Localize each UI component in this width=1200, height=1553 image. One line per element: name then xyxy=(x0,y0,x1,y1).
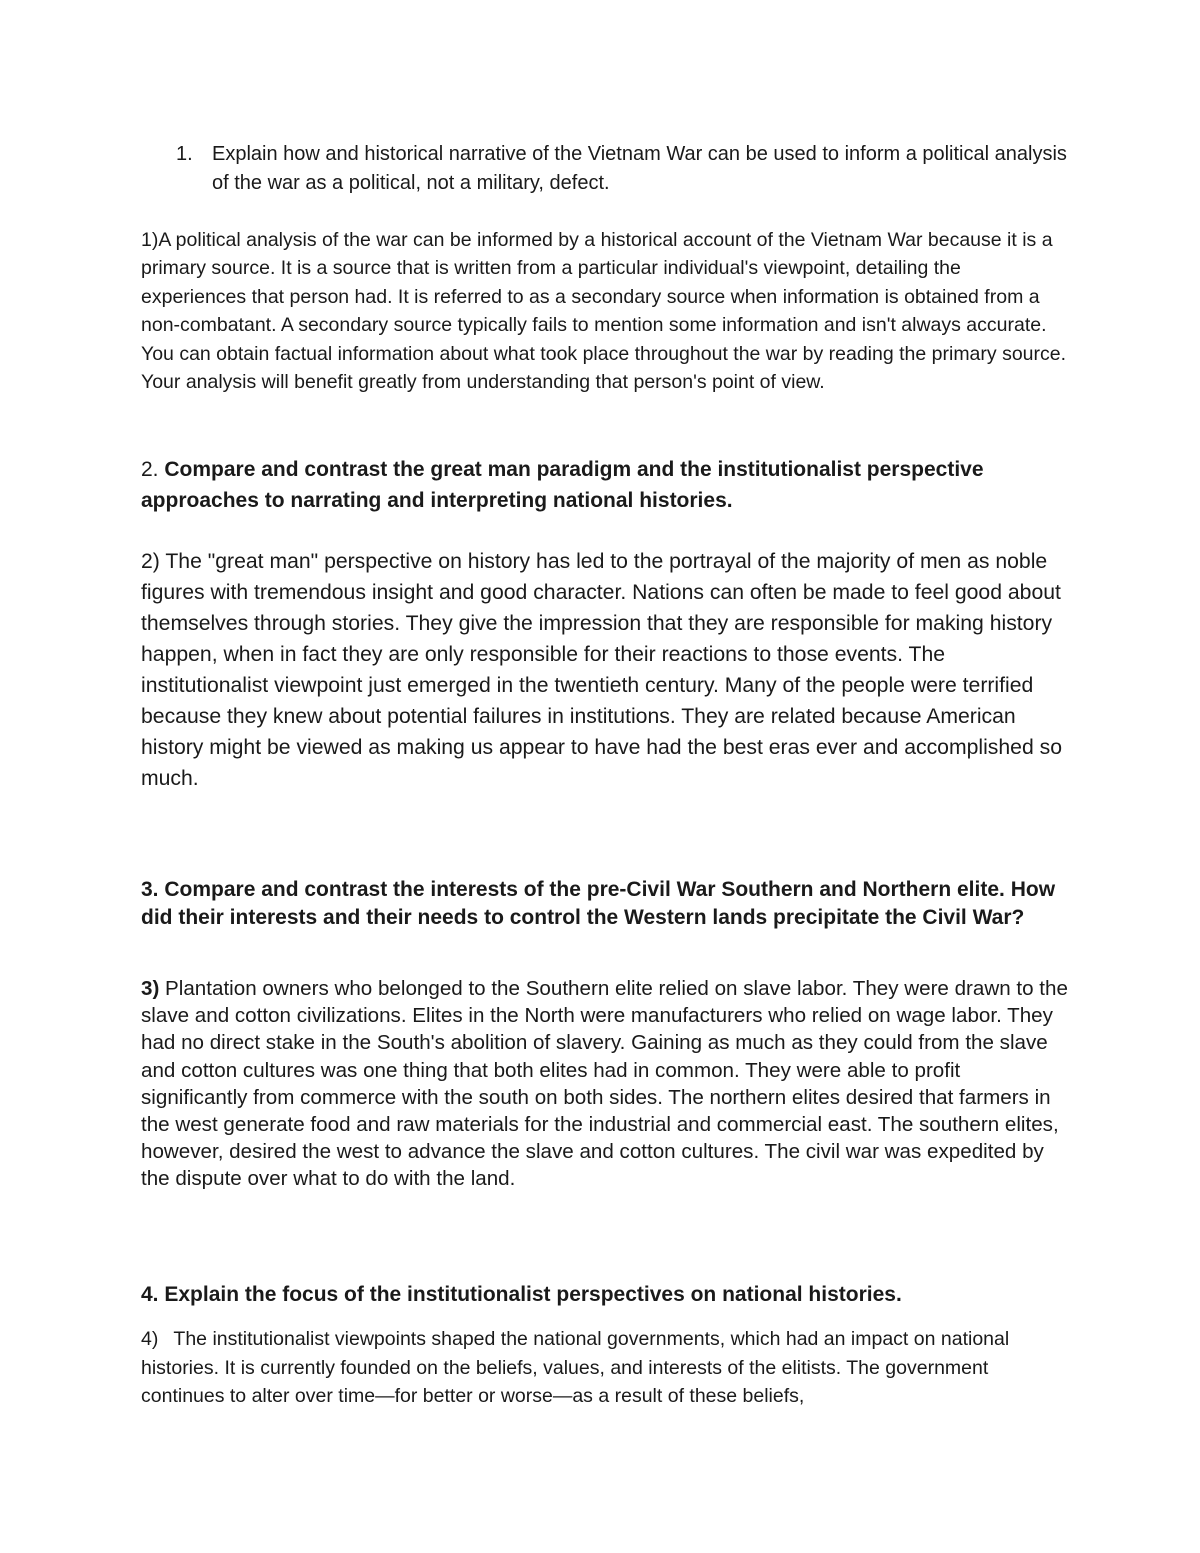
question-2 xyxy=(141,454,1071,516)
answer-4 xyxy=(141,1325,1071,1411)
answer-3 xyxy=(141,975,1071,1193)
answer-1 xyxy=(141,226,1071,396)
question-4 xyxy=(141,1281,1071,1309)
answer-1-text: 1)A political analysis of the war can be informed by a historical account of the Vietnam War because it is a primary source. It is a source that is written from a particular individual's viewpoint, detailing the experiences that person had. It is referred to as a secondary source when information is obtained from a non-combatant. A secondary source typically fails to mention some information and isn't always accurate. You can obtain factual information about what took place throughout the war by reading the primary source. Your analysis will benefit greatly from understanding that person's point of view. xyxy=(141,229,1067,394)
question-4-text: 4. Explain the focus of the institutionalist perspectives on national histories. xyxy=(141,1283,902,1306)
answer-4-lead: 4) xyxy=(141,1328,159,1350)
answer-2-text: 2) The "great man" perspective on history has led to the portrayal of the majority of men as noble figures with tremendous insight and good character. Nations can often be made to feel good about themselves through stories. They give the impression that they are responsible for making history happen, when in fact they are only responsible for their reactions to those events. The institutionalist viewpoint just emerged in the twentieth century. Many of the people were terrified because they knew about potential failures in institutions. They are related because American history might be viewed as making us appear to have had the best eras ever and accomplished so much. xyxy=(141,550,1063,790)
question-2-text: Compare and contrast the great man paradigm and the institutionalist perspective approaches to narrating and interpreting national histories. xyxy=(141,458,984,512)
question-2-number: 2. xyxy=(141,458,159,481)
answer-3-text: Plantation owners who belonged to the Southern elite relied on slave labor. They were drawn to the slave and cotton civilizations. Elites in the North were manufacturers who relied on wage labor. They had no direct stake in the South's abolition of slavery. Gaining as much as they could from the slave and cotton cultures was one thing that both elites had in common. They were able to profit significantly from commerce with the south on both sides. The northern elites desired that farmers in the west generate food and raw materials for the industrial and commercial east. The southern elites, however, desired the west to advance the slave and cotton cultures. The civil war was expedited by the dispute over what to do with the land. xyxy=(141,977,1068,1191)
question-3-text: 3. Compare and contrast the interests of the pre-Civil War Southern and Northern elite. How did their interests and their needs to control the Western lands precipitate the Civil War? xyxy=(141,878,1056,929)
question-3 xyxy=(141,876,1071,931)
answer-2 xyxy=(141,546,1071,794)
question-1-number: 1. xyxy=(176,143,193,165)
question-1-text: Explain how and historical narrative of the Vietnam War can be used to inform a political analysis of the war as a political, not a military, defect. xyxy=(212,143,1067,194)
answer-3-lead: 3) xyxy=(141,977,160,1000)
answer-4-text: The institutionalist viewpoints shaped the national governments, which had an impact on national histories. It is currently founded on the beliefs, values, and interests of the elitists. The government continues to alter over time—for better or worse—as a result of these beliefs, xyxy=(141,1328,1010,1407)
